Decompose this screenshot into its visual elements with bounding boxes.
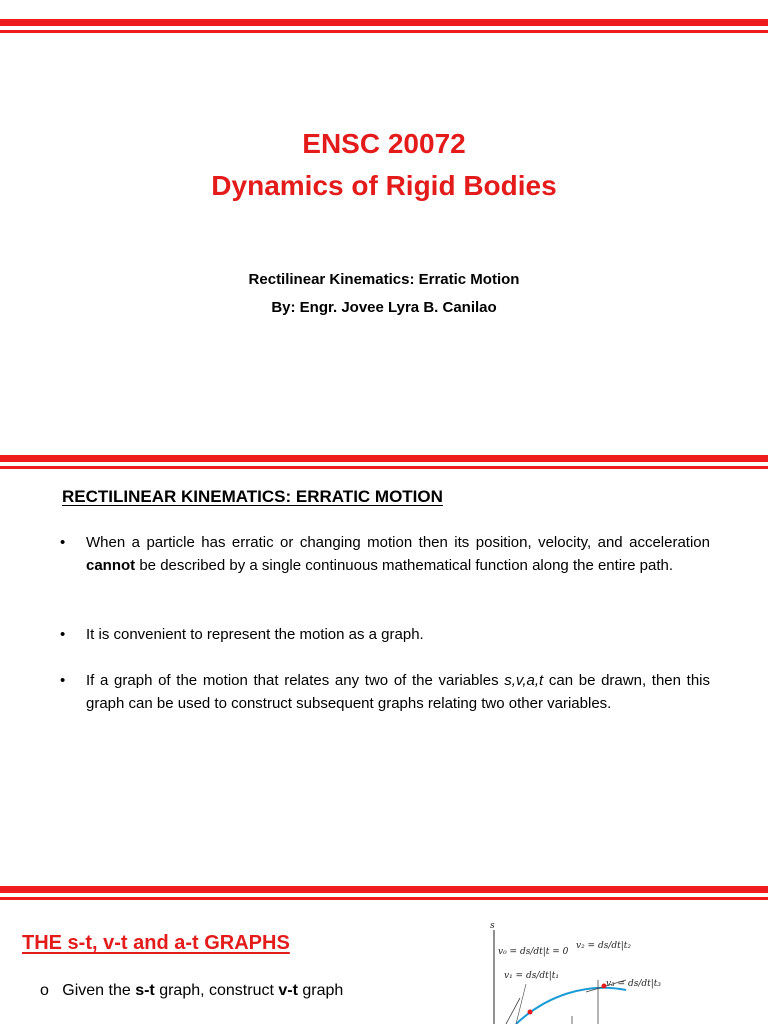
bullet-text-2: It is convenient to represent the motion as a graph. xyxy=(86,626,424,643)
graphs-bullet-item: o Given the s-t graph, construct v-t graph xyxy=(40,982,344,999)
s-t-graph-figure xyxy=(486,920,666,1024)
bullet-text-3: If a graph of the motion that relates any two of the variables s,v,a,t can be drawn, then this graph can be used to construct subsequent graphs relating two other variables. xyxy=(86,672,711,712)
v2-label: v₂ = ds/dt|t₂ xyxy=(576,941,632,951)
course-title: Dynamics of Rigid Bodies xyxy=(211,170,557,201)
tangent-point-2 xyxy=(602,984,607,989)
bullet-text-1: When a particle has erratic or changing motion then its position, velocity, and acceleration cannot be described by a single continuous mathematical function along the entire path. xyxy=(86,534,710,574)
leader-line-v1 xyxy=(516,984,526,1024)
v1-label: v₁ = ds/dt|t₁ xyxy=(504,971,560,981)
course-code: ENSC 20072 xyxy=(302,128,466,159)
tangent-line-v1 xyxy=(506,998,520,1024)
s-axis-label: s xyxy=(490,921,495,931)
section-heading: RECTILINEAR KINEMATICS: ERRATIC MOTION xyxy=(62,487,443,506)
v3-label: v₃ = ds/dt|t₃ xyxy=(606,979,662,989)
circle-bullet-icon: o xyxy=(40,982,49,999)
variables-italic: s,v,a,t xyxy=(504,672,544,689)
bullet-dot: • xyxy=(60,534,66,551)
graphs-heading: THE s-t, v-t and a-t GRAPHS xyxy=(22,932,290,954)
tangent-point-1 xyxy=(528,1010,533,1015)
bullet-dot: • xyxy=(60,672,66,689)
v0-label: v₀ = ds/dt|t = 0 xyxy=(498,947,569,957)
s-t-curve xyxy=(516,988,626,1024)
lecture-topic: Rectilinear Kinematics: Erratic Motion xyxy=(248,271,520,288)
emphasis-cannot: cannot xyxy=(86,557,136,574)
author-line: By: Engr. Jovee Lyra B. Canilao xyxy=(271,299,497,316)
s-t-graph-svg xyxy=(486,920,666,1024)
bullet-dot: • xyxy=(60,626,66,643)
